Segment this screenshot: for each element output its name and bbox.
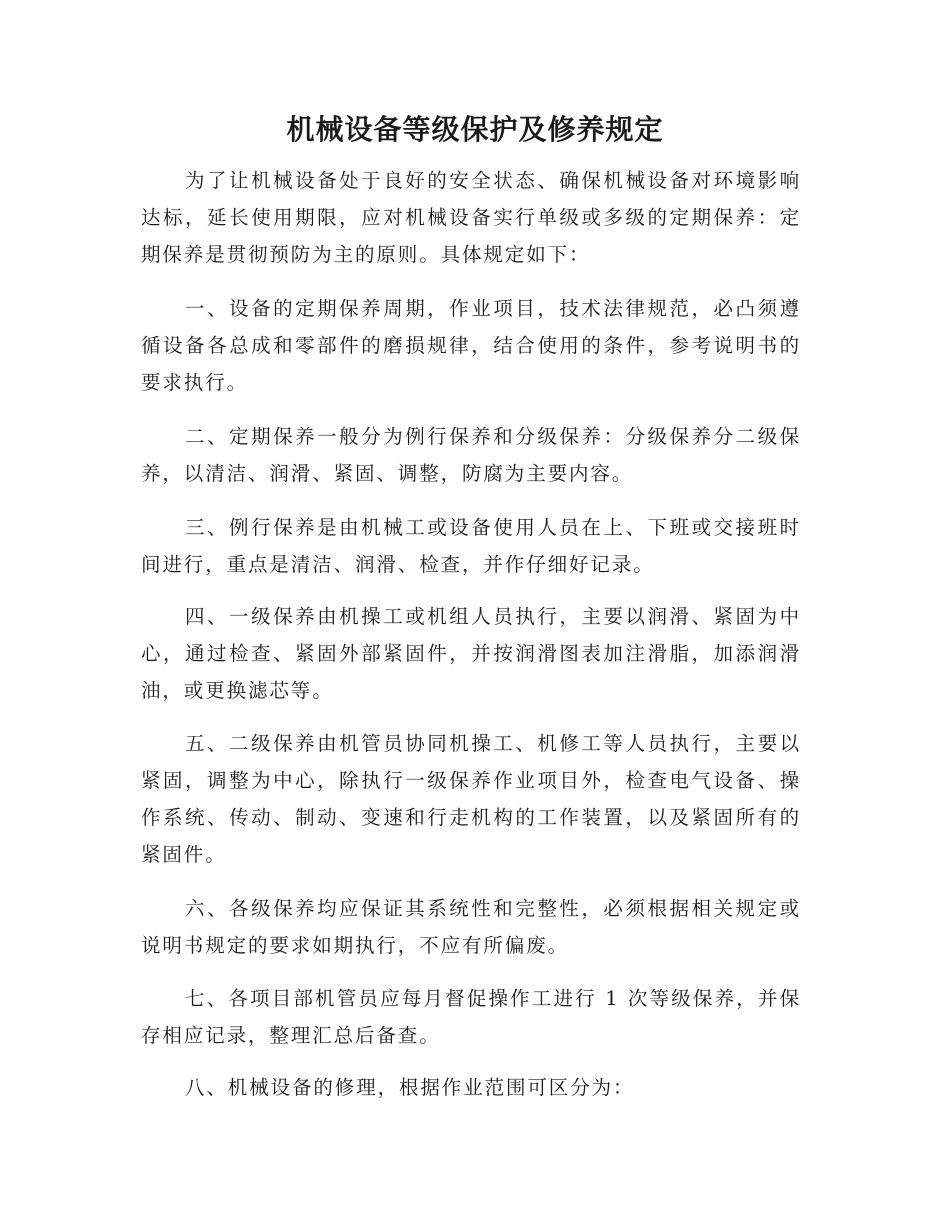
paragraph-item-4: 四、一级保养由机操工或机组人员执行，主要以润滑、紧固为中心，通过检查、紧固外部紧固件，并按润滑图表加注滑脂，加添润滑油，或更换滤芯等。 [141,605,801,702]
paragraph-item-8: 八、机械设备的修理，根据作业范围可区分为： [185,1076,635,1099]
paragraph-item-2: 二、定期保养一般分为例行保养和分级保养：分级保养分二级保养，以清洁、润滑、紧固、调整，防腐为主要内容。 [141,425,801,485]
paragraph-intro: 为了让机械设备处于良好的安全状态、确保机械设备对环境影响达标，延长使用期限，应对机械设备实行单级或多级的定期保养：定期保养是贯彻预防为主的原则。具体规定如下： [141,169,801,266]
paragraph-item-5: 五、二级保养由机管员协同机操工、机修工等人员执行，主要以紧固，调整为中心，除执行一级保养作业项目外，检查电气设备、操作系统、传动、制动、变速和行走机构的工作装置，以及紧固所有的紧固件。 [141,732,801,866]
paragraph-item-6: 六、各级保养均应保证其系统性和完整性，必须根据相关规定或说明书规定的要求如期执行，不应有所偏废。 [141,897,801,957]
paragraph-item-1: 一、设备的定期保养周期，作业项目，技术法律规范，必凸须遵循设备各总成和零部件的磨损规律，结合使用的条件，参考说明书的要求执行。 [141,297,801,394]
paragraph-item-7: 七、各项目部机管员应每月督促操作工进行 1 次等级保养，并保存相应记录，整理汇总后备查。 [141,987,801,1047]
paragraph-item-3: 三、例行保养是由机械工或设备使用人员在上、下班或交接班时间进行，重点是清洁、润滑、检查，并作仔细好记录。 [141,516,801,576]
document-title: 机械设备等级保护及修养规定 [286,113,664,146]
